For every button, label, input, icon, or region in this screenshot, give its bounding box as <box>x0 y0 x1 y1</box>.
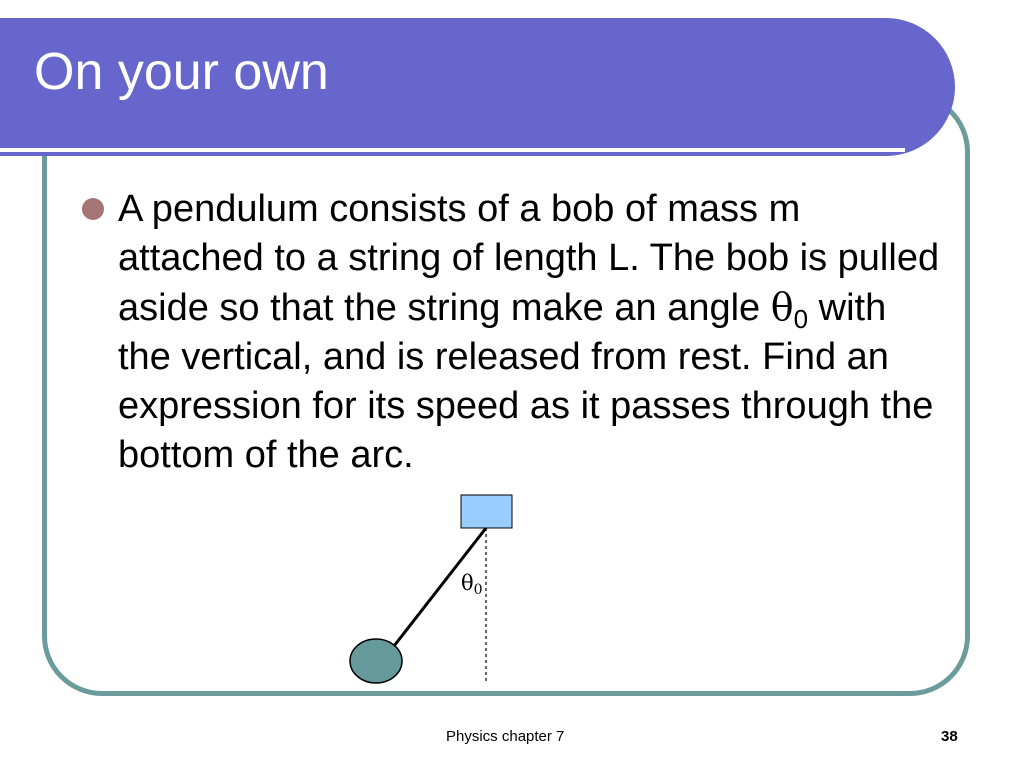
angle-label-subscript: 0 <box>473 582 483 598</box>
angle-label-symbol: θ <box>461 571 474 595</box>
angle-label <box>461 571 483 598</box>
footer-text: Physics chapter 7 <box>446 728 565 745</box>
theta-subscript: 0 <box>793 304 809 334</box>
bullet-text-part2: with the vertical, and is released from rest. Find an expression for its speed as it passes through the bottom of the arc. <box>118 287 934 476</box>
slide-title: On your own <box>34 43 329 101</box>
pivot-block <box>461 495 512 528</box>
page-number: 38 <box>941 728 958 745</box>
bullet-text-part1: A pendulum consists of a bob of mass m attached to a string of length L. The bob is pulled aside so that the string make an angle <box>118 188 940 329</box>
pendulum-bob <box>350 639 402 683</box>
theta-symbol: θ <box>770 285 794 329</box>
